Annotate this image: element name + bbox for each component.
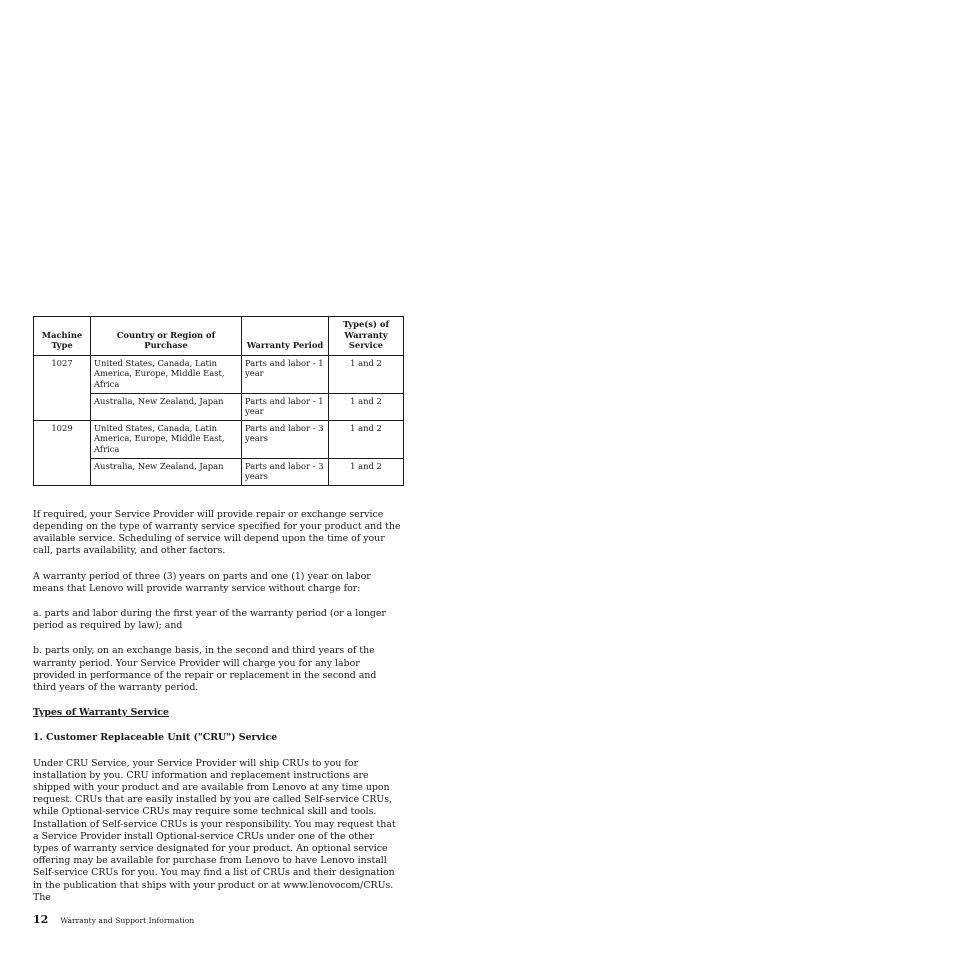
table-header-row [34,317,404,356]
period-cell: Parts and labor - 3 years [242,458,329,485]
paragraph-cru-service: Under CRU Service, your Service Provider will ship CRUs to you for installation by you. CRU information and replacement instructions are shipped with your product and are available from Lenovo at any time upon request. CRUs that are easily installed by you are called Self-service CRUs, while Optional-service CRUs may require some technical skill and tools. Installation of Self-service CRUs is your responsibility. You may request that a Service Provider install Optional-service CRUs under one of the other types of warranty service designated for your product. An optional service offering may be available for purchase from Lenovo to have Lenovo install Self-service CRUs for you. You may find a list of CRUs and their designation in the publication that ships with your product or at www.lenovocom/CRUs. The [33,757,396,903]
header-warranty-period: Warranty Period [242,317,329,356]
header-country-region: Country or Region of Purchase [91,317,242,356]
table-row [34,355,404,393]
region-cell: United States, Canada, Latin America, Europe, Middle East, Africa [91,420,242,458]
period-cell: Parts and labor - 1 year [242,355,329,393]
paragraph-item-a: a. parts and labor during the first year of the warranty period (or a longer period as required by law); and [33,608,386,632]
service-cell: 1 and 2 [329,355,404,393]
page-content [33,316,401,904]
period-cell: Parts and labor - 1 year [242,393,329,420]
subsection-heading: 1. Customer Replaceable Unit ("CRU") Service [33,732,278,744]
service-cell: 1 and 2 [329,420,404,458]
section-heading: Types of Warranty Service [33,707,169,719]
period-cell: Parts and labor - 3 years [242,420,329,458]
header-machine-type: Machine Type [34,317,91,356]
machine-type-cell: 1029 [34,420,91,485]
service-cell: 1 and 2 [329,393,404,420]
service-cell: 1 and 2 [329,458,404,485]
page-number: 12 [33,913,49,926]
table-row [34,420,404,458]
region-cell: Australia, New Zealand, Japan [91,458,242,485]
region-cell: United States, Canada, Latin America, Europe, Middle East, Africa [91,355,242,393]
warranty-table [33,316,404,486]
page-footer [33,913,194,926]
header-service-type: Type(s) of Warranty Service [329,317,404,356]
paragraph-warranty-period: A warranty period of three (3) years on parts and one (1) year on labor means that Lenovo will provide warranty service without charge for: [33,570,371,594]
paragraph-service-provider: If required, your Service Provider will provide repair or exchange service depending on the type of warranty service specified for your product and the available service. Scheduling of service will depend upon the time of your call, parts availability, and other factors. [33,508,401,557]
region-cell: Australia, New Zealand, Japan [91,393,242,420]
paragraph-item-b: b. parts only, on an exchange basis, in the second and third years of the warranty period. Your Service Provider will charge you for any labor provided in performance of the repair or replacement in the second and third years of the warranty period. [33,645,377,694]
footer-title: Warranty and Support Information [60,916,195,925]
machine-type-cell: 1027 [34,355,91,420]
